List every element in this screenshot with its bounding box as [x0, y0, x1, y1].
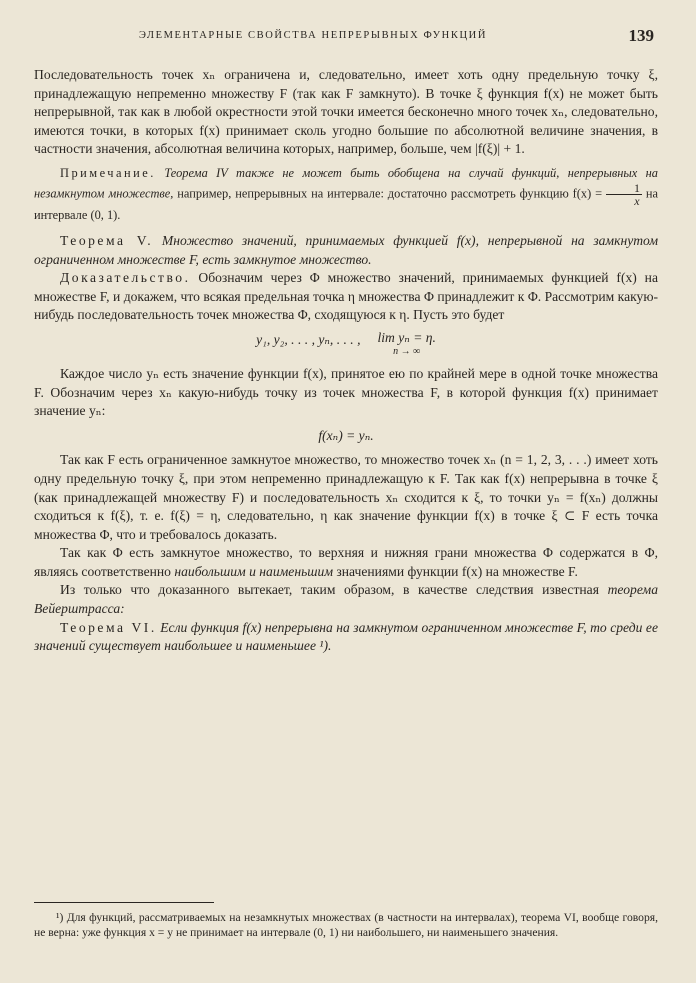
sup-inf-italic: наибольшим и наименьшим: [174, 563, 333, 579]
footnote-text: ¹) Для функций, рассматриваемых на незамкнутых множествах (в частности на интервалах), теорема VI, вообще говоря, не верна: уже функция x = y не принимает на интервале (0, 1) ни наибольшего, ни наименьшего значения.: [34, 911, 658, 939]
formula-limit-subscript: n → ∞: [393, 345, 421, 357]
theorem-5: [34, 232, 658, 269]
fraction-denominator: x: [634, 193, 640, 208]
main-text: [34, 66, 658, 656]
theorem-5-label: Теорема V.: [60, 232, 154, 248]
proof-label: Доказательство.: [60, 270, 191, 286]
remark-paragraph: [34, 165, 658, 224]
remark-fraction: [606, 182, 642, 207]
proof-paragraph: [34, 269, 658, 325]
page-number: 139: [628, 26, 654, 45]
theorem-6-text: Если функция f(x) непрерывна на замкнутом ограниченном множестве F, то среди ее значений существует наибольшее и наименьшее ¹).: [34, 619, 658, 654]
remark-tail: на интервале (0, 1).: [34, 186, 658, 222]
formula-limit-expression: lim yₙ = η.: [377, 329, 436, 345]
remark-italic: Теорема IV также не может быть обобщена на случай функций, непрерывных на незамкнутом множестве,: [34, 165, 658, 201]
sup-inf-text-b: значениями функции f(x) на множестве F.: [336, 563, 578, 579]
running-head: ЭЛЕМЕНТАРНЫЕ СВОЙСТВА НЕПРЕРЫВНЫХ ФУНКЦИЙ: [138, 30, 487, 41]
fraction-numerator: 1: [606, 182, 642, 195]
paragraph-corollary: [34, 581, 658, 618]
footnote-divider: [34, 902, 214, 903]
proof-text: Обозначим через Φ множество значений, принимаемых функцией f(x) на множестве F, и докажем, что всякая предельная точка η множества Φ принадлежит к Φ. Рассмотрим какую-нибудь последовательность точек множества Φ, сходящуюся к η. Пусть это будет: [34, 270, 658, 323]
remark-label: Примечание.: [60, 165, 156, 180]
theorem-6: [34, 619, 658, 656]
footnote: [34, 910, 658, 940]
paragraph-each-number: Каждое число yₙ есть значение функции f(x), принятое ею по крайней мере в одной точке множества F. Обозначим через xₙ какую-нибудь точку из точек множества F, в которой функция f(x) принимает значение yₙ:: [34, 365, 658, 419]
paragraph-sup-inf: [34, 544, 658, 581]
formula-sequence-terms: y₁, y₂, . . . , yₙ, . . . ,: [256, 331, 361, 347]
sup-inf-text-a: Так как Φ есть замкнутое множество, то верхняя и нижняя грани множества Φ содержатся в Φ, являясь соответственно: [34, 545, 658, 579]
weierstrass-theorem-name: теорема Вейерштрасса:: [34, 582, 658, 617]
formula-sequence: [34, 331, 658, 359]
paragraph-bounded-closed: Так как F есть ограниченное замкнутое множество, то множество точек xₙ (n = 1, 2, 3, . . .) имеет хоть одну предельную точку ξ, при этом непременно принадлежащую к F. Так как f(x) непрерывна в точке ξ (как принадлежащей множеству F) и последовательность xₙ сходится к ξ, то точки yₙ = f(xₙ) должны сходиться к f(ξ), т. е. f(ξ) = η, следовательно, η как значение функции f(x) в точке ξ ⊂ F есть точка множества Φ, что и требовалось доказать.: [34, 452, 658, 542]
theorem-6-label: Теорема VI.: [60, 619, 157, 635]
formula-value: f(xₙ) = yₙ.: [318, 427, 374, 443]
corollary-text: Из только что доказанного вытекает, таким образом, в качестве следствия известная: [60, 582, 599, 598]
paragraph-proof-continuation: Последовательность точек xₙ ограничена и, следовательно, имеет хоть одну предельную точку ξ, принадлежащую непременно множеству F (так как F замкнуто). В точке ξ функция f(x) не может быть непрерывной, так как в любой окрестности этой точки имеется бесконечно много точек xₙ, следовательно, имеются точки, в которых f(x) принимает сколь угодно большие по абсолютной величине значения, в частности значения, абсолютная величина которых, например, больше, чем |f(ξ)| + 1.: [34, 67, 658, 157]
remark-rest: например, непрерывных на интервале: достаточно рассмотреть функцию f(x) =: [177, 186, 603, 201]
formula-limit: [378, 331, 436, 359]
page-header: [40, 26, 656, 48]
theorem-5-text: Множество значений, принимаемых функцией f(x), непрерывной на замкнутом ограниченном множестве F, есть замкнутое множество.: [34, 232, 659, 267]
